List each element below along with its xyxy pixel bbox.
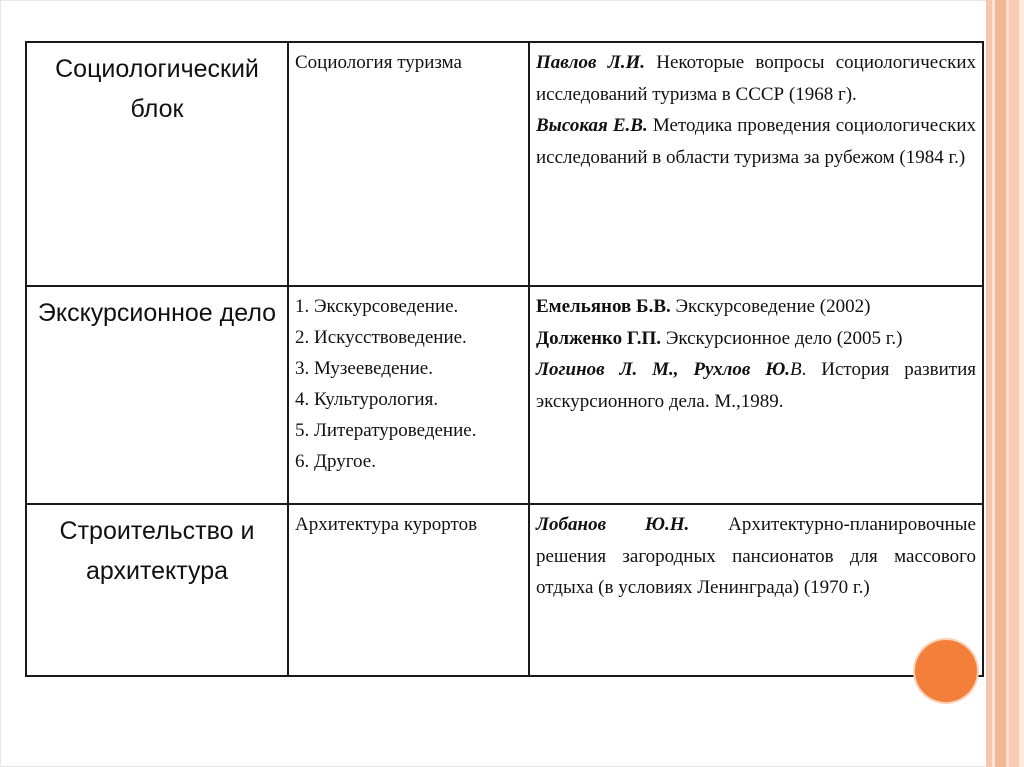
topic-cell [288,504,529,676]
topic-text: Архитектура курортов [295,514,478,535]
block-title: Строительство и архитектура [59,517,255,585]
literature-entry [536,291,976,323]
table-row [26,42,983,286]
topic-cell [288,42,529,286]
literature-entry [536,354,976,417]
list-item: 4. Культурология. [295,389,439,410]
block-title: Экскурсионное дело [37,299,277,327]
author-name: Высокая Е.В. [536,115,648,136]
literature-entry [536,323,976,355]
literature-table [25,41,984,677]
author-name: Логинов Л. М., Рухлов Ю. [536,359,791,380]
work-title: Некоторые вопросы социологических исследований туризма в СССР (1968 г). [536,52,976,105]
decor-stripe [1019,0,1024,767]
author-name: Лобанов Ю.Н. [536,514,690,535]
work-title: Экскурсионное дело (2005 г.) [661,327,903,349]
literature-cell [529,504,983,676]
table-row [26,504,983,676]
literature-cell [529,286,983,504]
list-item: 3. Музееведение. [295,358,433,379]
literature-cell [529,42,983,286]
decor-stripe [995,0,1006,767]
work-title: Архитектурно-планировочные решения загородных пансионатов для массового отдыха (в условиях Ленинграда) (1970 г.) [536,514,976,598]
list-item: 6. Другое. [295,451,376,472]
block-cell [26,504,288,676]
author-name: Емельянов Б.В. [536,296,671,317]
block-cell [26,286,288,504]
author-initial: В [790,359,802,380]
table-row [26,286,983,504]
author-name: Павлов Л.И. [536,52,646,73]
decor-stripe [1009,0,1019,767]
work-title: . История развития экскурсионного дела. М.,1989. [536,359,976,412]
block-cell [26,42,288,286]
literature-entry [536,509,976,604]
topic-cell [288,286,529,504]
list-item: 1. Экскурсоведение. [295,296,459,317]
decor-circle [915,640,977,702]
literature-entry [536,110,976,173]
work-title: Методика проведения социологических исследований в области туризма за рубежом (1984 г.) [536,115,977,168]
list-item: 2. Искусствоведение. [295,327,467,348]
work-title: Экскурсоведение (2002) [670,296,871,317]
author-name: Долженко Г.П. [536,327,662,349]
block-title: Социологический блок [55,55,259,123]
literature-entry [536,47,976,110]
topic-text: Социология туризма [295,52,462,73]
list-item: 5. Литературоведение. [295,420,477,441]
topic-list [289,287,528,477]
